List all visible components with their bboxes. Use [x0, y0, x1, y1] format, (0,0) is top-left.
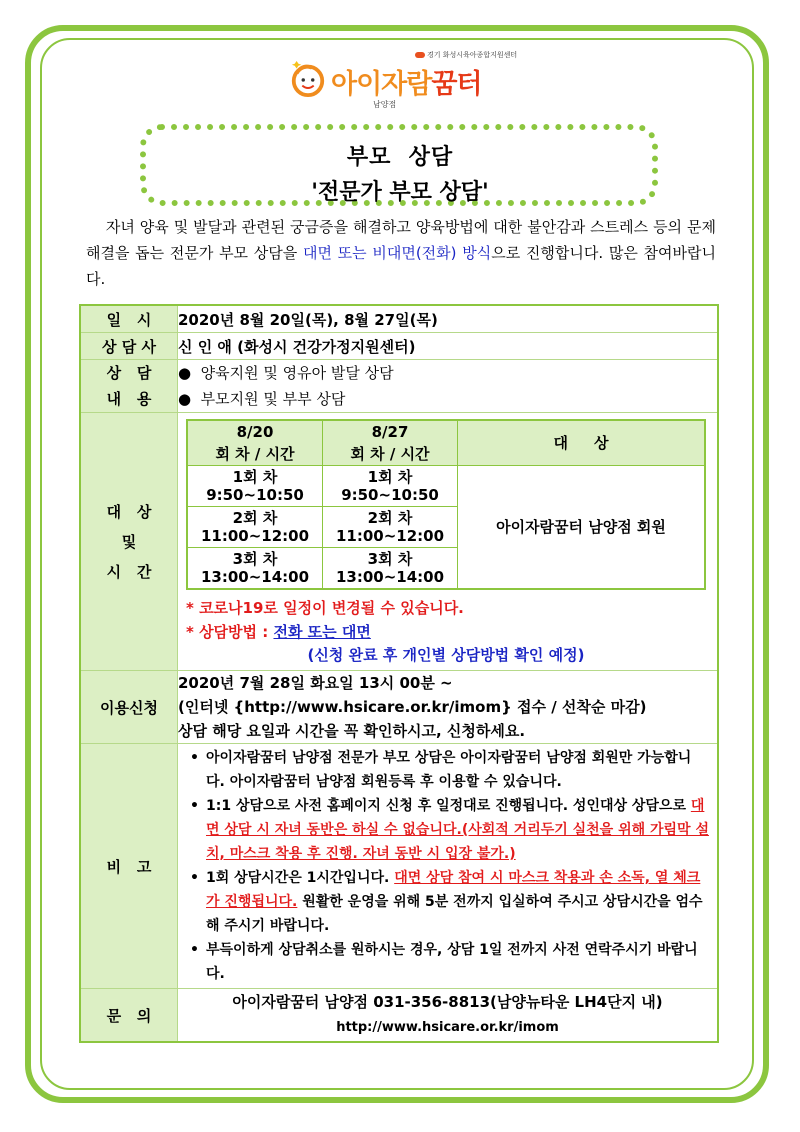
value-remarks [178, 744, 719, 989]
method-note: (신청 완료 후 개인별 상담방법 확인 예정) [307, 646, 585, 664]
value-schedule [178, 413, 719, 671]
header-target: 대 상 [458, 420, 706, 466]
session-cell: 1회 차 9:50~10:50 [323, 466, 458, 507]
row-content [80, 360, 718, 413]
session-cell: 1회 차 9:50~10:50 [187, 466, 323, 507]
session-cell: 2회 차 11:00~12:00 [187, 507, 323, 548]
page-subtitle: '전문가 부모 상담' [311, 180, 489, 205]
logo-name: 아이자람꿈터 [331, 69, 482, 100]
list-item: • 아이자람꿈터 남양점 전문가 부모 상담은 아이자람꿈터 남양점 회원만 가능합니다. 아이자람꿈터 남양점 회원등록 후 이용할 수 있습니다. [190, 750, 692, 790]
inquiry-url: http://www.hsicare.or.kr/imom [336, 1020, 559, 1035]
method-value: 전화 또는 대면 [273, 623, 371, 641]
intro-highlight: 대면 또는 비대면(전화) 방식 [302, 244, 492, 262]
page-title: 부모 상담 [346, 145, 454, 170]
label-inquiry: 문 의 [80, 989, 178, 1043]
list-item: ● 부모지원 및 부부 상담 [178, 390, 346, 408]
covid-note: * 코로나19로 일정이 변경될 수 있습니다. [186, 599, 464, 617]
row-schedule [80, 413, 718, 671]
value-apply: 2020년 7월 28일 화요일 13시 00분 ~ (인터넷 {http://www.hsicare.or.kr/imom} 접수 / 선착순 마감) 상담 해당 요일과 시간을 꼭 확인하시고, 신청하세요. [178, 671, 719, 744]
row-remarks [80, 744, 718, 989]
session-cell: 2회 차 11:00~12:00 [323, 507, 458, 548]
target-value: 아이자람꿈터 남양점 회원 [458, 466, 706, 590]
label-date: 일 시 [80, 305, 178, 333]
list-item: • 1회 상담시간은 1시간입니다. 대면 상담 참여 시 마스크 착용과 손 소독, 열 체크가 진행됩니다. 원활한 운영을 위해 5분 전까지 입실하여 주시고 상담시간을 엄수해 주시기 바랍니다. [190, 870, 703, 934]
row-inquiry [80, 989, 718, 1043]
info-table [79, 304, 719, 1043]
child-face-icon [289, 60, 327, 98]
label-remarks: 비 고 [80, 744, 178, 989]
session-cell: 3회 차 13:00~14:00 [323, 548, 458, 590]
schedule-table [186, 419, 706, 590]
value-date: 2020년 8월 20일(목), 8월 27일(목) [178, 305, 719, 333]
row-counselor [80, 333, 718, 360]
logo-branch: 남양점 [373, 100, 397, 109]
method-line: * 상담방법 : 전화 또는 대면 [186, 623, 371, 641]
header-date-1: 8/20 회 차 / 시간 [187, 420, 323, 466]
session-cell: 3회 차 13:00~14:00 [187, 548, 323, 590]
org-logo-icon [415, 52, 425, 58]
header-date-2: 8/27 회 차 / 시간 [323, 420, 458, 466]
row-apply [80, 671, 718, 744]
label-apply: 이용신청 [80, 671, 178, 744]
logo [287, 48, 527, 112]
list-item: • 부득이하게 상담취소를 원하시는 경우, 상담 1일 전까지 사전 연락주시기 바랍니다. [190, 942, 698, 982]
label-content: 상 담 내 용 [80, 360, 178, 413]
label-counselor: 상 담 사 [80, 333, 178, 360]
value-inquiry: 아이자람꿈터 남양점 031-356-8813(남양뉴타운 LH4단지 내) http://www.hsicare.or.kr/imom [178, 989, 719, 1043]
list-item: ● 양육지원 및 영유아 발달 상담 [178, 364, 394, 382]
list-item: • 1:1 상담으로 사전 홈페이지 신청 후 일정대로 진행됩니다. 성인대상 상담으로 대면 상담 시 자녀 동반은 하실 수 없습니다.(사회적 거리두기 실천을 위해 가림막 설치, 마스크 착용 후 진행. 자녀 동반 시 입장 불가.) [190, 798, 709, 862]
row-date [80, 305, 718, 333]
value-content [178, 360, 719, 413]
label-schedule: 대 상 및 시 간 [80, 413, 178, 671]
value-counselor: 신 인 애 (화성시 건강가정지원센터) [178, 333, 719, 360]
logo-org: 경기 화성시육아종합지원센터 [415, 50, 517, 60]
intro-paragraph: 자녀 양육 및 발달과 관련된 궁금증을 해결하고 양육방법에 대한 불안감과 스트레스 등의 문제 해결을 돕는 전문가 부모 상담을 대면 또는 비대면(전화) 방식으로 진행합니다. 많은 참여바랍니다. [86, 218, 716, 288]
